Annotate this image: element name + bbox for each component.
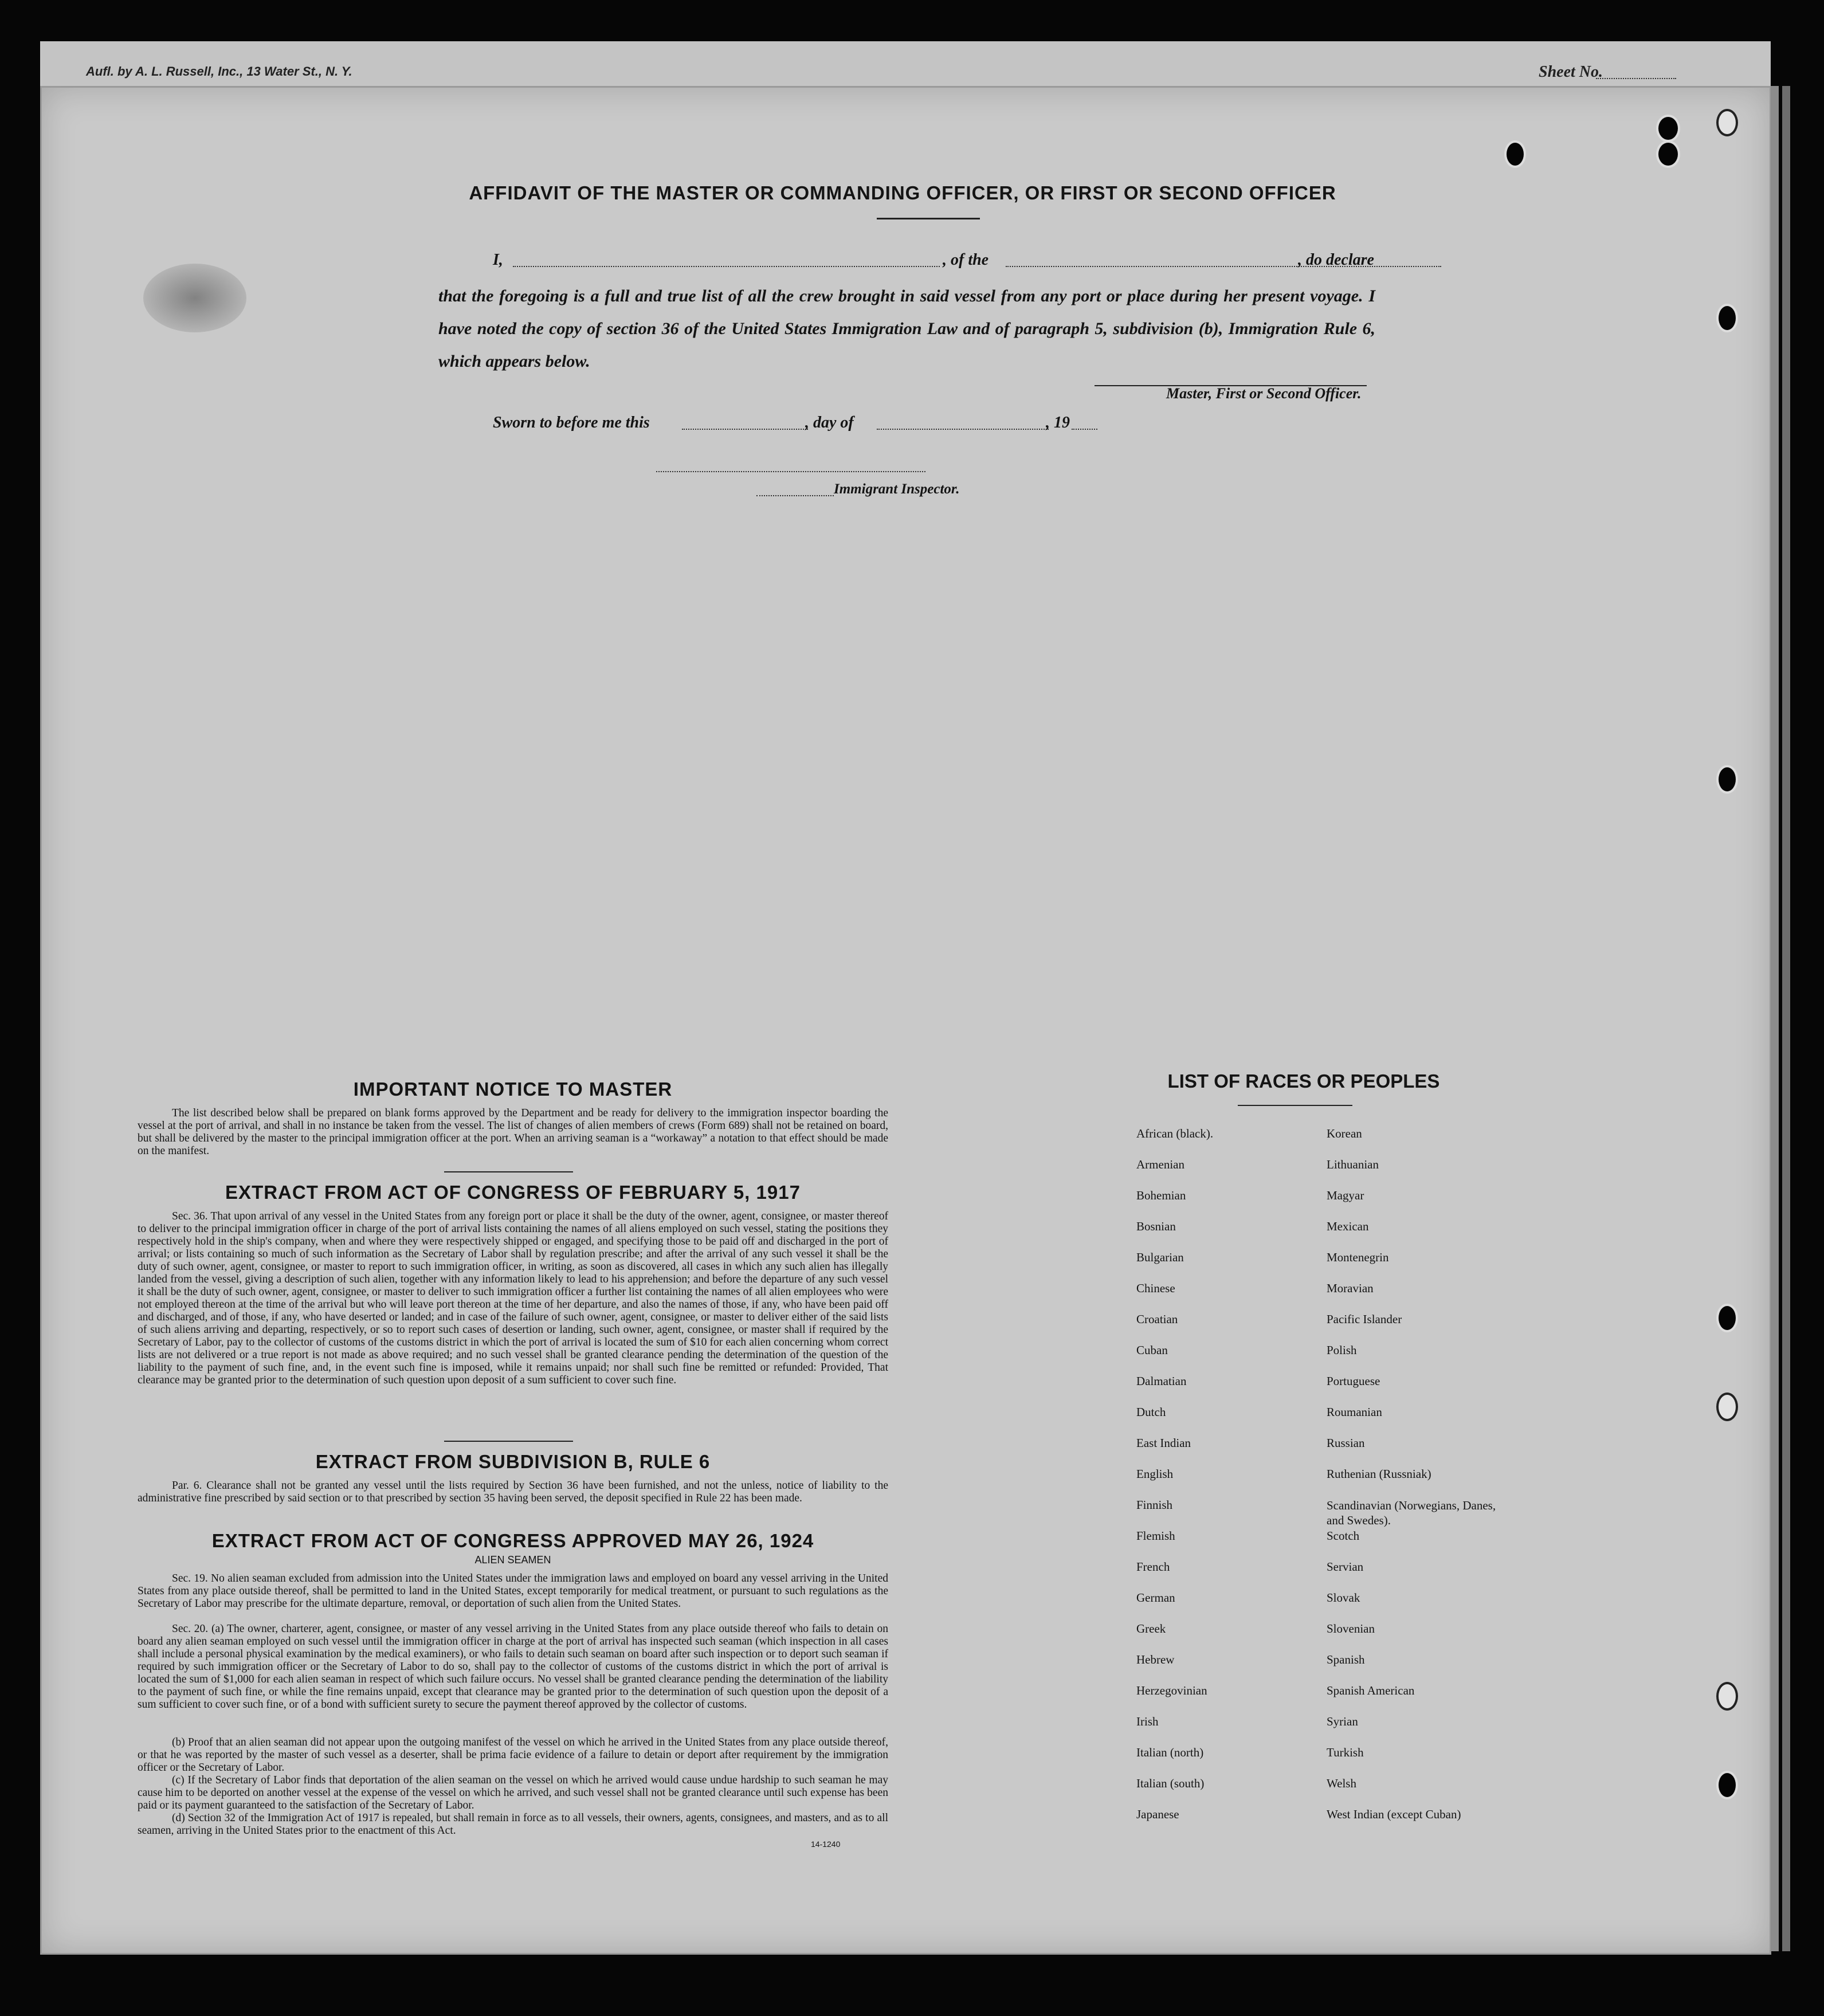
race-item: Ruthenian (Russniak) [1327, 1467, 1431, 1481]
race-item: English [1136, 1467, 1174, 1481]
binder-hole [1716, 765, 1738, 794]
affidavit-do-declare: , do declare [1298, 251, 1374, 269]
binder-hole [1716, 1682, 1738, 1711]
race-item: Moravian [1327, 1281, 1374, 1295]
notice-text: The list described below shall be prepared on blank forms approved by the Department and be ready for delivery to the immigration inspector boarding the vessel at the port of arrival, and shall in no instance be taken from the vessel. The list of changes of alien members of crews (Form 689) shall not be retained on board, but shall be delivered by the master to the principal immigration officer at the port. When an arriving seaman is a “workaway” a notation to that effect should be made on the manifest. [138, 1107, 888, 1157]
race-item: Polish [1327, 1343, 1357, 1357]
race-item: Servian [1327, 1560, 1364, 1574]
race-item: Finnish [1136, 1498, 1173, 1512]
race-item: Armenian [1136, 1158, 1184, 1171]
race-item: Dalmatian [1136, 1374, 1187, 1388]
affidavit-body: that the foregoing is a full and true list of all the crew brought in said vessel from any port or place during her present voyage. I have noted the copy of section 36 of the United States Immigration Law and of paragraph 5, subdivision (b), Immigration Rule 6, which appears below. [438, 287, 1375, 371]
vessel-line [1006, 266, 1441, 267]
sheet-number-line [1596, 78, 1676, 79]
race-item: African (black). [1136, 1127, 1214, 1140]
binder-hole [1716, 1771, 1738, 1799]
race-item: Mexican [1327, 1219, 1369, 1233]
binder-hole [1716, 1393, 1738, 1421]
section-rule [444, 1171, 573, 1172]
race-item: Russian [1327, 1436, 1365, 1450]
binder-hole [1716, 109, 1738, 136]
race-item: Scandinavian (Norwegians, Danes, and Swedes). [1327, 1499, 1496, 1527]
extract-1924-subtitle: ALIEN SEAMEN [474, 1554, 551, 1566]
inspector-signature-line [656, 471, 925, 472]
race-item: Flemish [1136, 1529, 1175, 1543]
extract-1924-sec20c: (c) If the Secretary of Labor finds that deportation of the alien seaman on the vessel on which he arrived would cause undue hardship to such seaman he may cause him to be deported on another vessel at the expense of the vessel on which he arrived, and such vessel shall not be granted clearance until such expense has been paid or its payment guaranteed to the satisfaction of the Secretary of Labor. [138, 1774, 888, 1811]
races-rule [1238, 1105, 1352, 1106]
race-item: Italian (south) [1136, 1776, 1205, 1790]
race-item: Bulgarian [1136, 1250, 1184, 1264]
races-title: LIST OF RACES OR PEOPLES [1167, 1070, 1440, 1092]
sheet-edge [1782, 86, 1790, 1951]
binder-hole [1716, 1304, 1738, 1332]
title-rule [877, 218, 980, 219]
race-item: Hebrew [1136, 1653, 1175, 1666]
race-item: Herzegovinian [1136, 1684, 1207, 1697]
race-item: Bohemian [1136, 1189, 1186, 1202]
sheet-edge [1771, 86, 1779, 1951]
race-item: French [1136, 1560, 1170, 1574]
stain [143, 264, 246, 332]
binder-hole [1656, 115, 1680, 142]
affidavit-of-the-label: , of the [943, 251, 989, 269]
race-item: Scotch [1327, 1529, 1360, 1543]
race-item: German [1136, 1591, 1175, 1605]
race-item: Slovak [1327, 1591, 1360, 1605]
extract-1924-title: EXTRACT FROM ACT OF CONGRESS APPROVED MAY 26, 1924 [211, 1530, 814, 1551]
affidavit-title: AFFIDAVIT OF THE MASTER OR COMMANDING OFFICER, OR FIRST OR SECOND OFFICER [469, 182, 1336, 203]
sworn-label: Sworn to before me this [493, 414, 650, 432]
year-label: , 19 [1046, 414, 1070, 432]
race-item: Irish [1136, 1715, 1159, 1728]
race-item: Dutch [1136, 1405, 1166, 1419]
race-item: Spanish American [1327, 1684, 1415, 1697]
name-line [513, 266, 940, 267]
race-item: Portuguese [1327, 1374, 1380, 1388]
subdivision-text: Par. 6. Clearance shall not be granted any vessel until the lists required by Section 36 have been furnished, and not the unless, notice of liability to the administrative fine prescribed by said section or to that prescribed by section 35 having been served, the deposit specified in Rule 22 has been made. [138, 1480, 888, 1504]
extract-1917-title: EXTRACT FROM ACT OF CONGRESS OF FEBRUARY 5, 1917 [225, 1182, 801, 1203]
extract-1924-sec19: Sec. 19. No alien seaman excluded from admission into the United States under the immigration laws and employed on board any vessel arriving in the United States from any place outside thereof, shall be permitted to land in the United States, except temporarily for medical treatment, or pursuant to such regulations as the Secretary of Labor may prescribe for the ultimate departure, removal, or deportation of such alien from the United States. [138, 1572, 888, 1610]
printer-imprint: Aufl. by A. L. Russell, Inc., 13 Water St., N. Y. [86, 64, 352, 79]
race-item: Greek [1136, 1622, 1166, 1635]
sworn-month-line [877, 429, 1049, 430]
sworn-day-line [682, 429, 808, 430]
race-item: Lithuanian [1327, 1158, 1379, 1171]
extract-1924-sec20d: (d) Section 32 of the Immigration Act of 1917 is repealed, but shall remain in force as to all vessels, their owners, agents, consignees, and masters, and as to all seamen, arriving in the United States prior to the enactment of this Act. [138, 1812, 888, 1837]
race-item: Chinese [1136, 1281, 1175, 1295]
extract-1924-sec20a: Sec. 20. (a) The owner, charterer, agent, consignee, or master of any vessel arriving in the United States from any place outside thereof who fails to detain on board any alien seaman employed on such vessel until the immigration officer in charge at the port of arrival has inspected such seaman (which inspection in all cases shall include a personal physical examination by the medical examiners), or who fails to detain such seaman on board after such inspection or to deport such seaman if required by such immigration officer or the Secretary of Labor to do so, shall pay to the collector of customs of the customs district in which the port of arrival is located the sum of $1,000 for each alien seaman in respect of which such failure occurs. No vessel shall be granted clearance pending the determination of the liability to the payment of such fine, or while the fine remains unpaid, except that clearance may be granted prior to the determination of such question upon the deposit of a sum sufficient to cover such fine, or of a bond with sufficient surety to secure the payment thereof approved by the collector of customs. [138, 1623, 888, 1711]
race-item: Korean [1327, 1127, 1362, 1140]
race-item: Spanish [1327, 1653, 1365, 1666]
section-rule [444, 1441, 573, 1442]
race-item: Turkish [1327, 1746, 1364, 1759]
race-item: West Indian (except Cuban) [1327, 1807, 1461, 1821]
race-item: Roumanian [1327, 1405, 1382, 1419]
race-item: Magyar [1327, 1189, 1364, 1202]
race-item: Pacific Islander [1327, 1312, 1402, 1326]
extract-1924-sec20b: (b) Proof that an alien seaman did not appear upon the outgoing manifest of the vessel on which he arrived in the United States from any place outside thereof, or that he was reported by the master of such vessel as a deserter, shall be prima facie evidence of a failure to detain or deport after requirement by the immigration officer or the Secretary of Labor. [138, 1736, 888, 1774]
extract-1917-text: Sec. 36. That upon arrival of any vessel in the United States from any foreign port or place it shall be the duty of the owner, agent, consignee, or master thereof to deliver to the principal immigration officer in charge of the port of arrival lists containing the names of all aliens employed on such vessel, stating the positions they respectively hold in the ship's company, when and where they were respectively shipped or engaged, and specifying those to be paid off and discharged in the port of arrival; or lists containing so much of such information as the Secretary of Labor shall by regulation prescribe; and after the arrival of any such vessel it shall be the duty of such owner, agent, consignee, or master to report to such immigration officer, in writing, as soon as discovered, all cases in which any such alien has illegally landed from the vessel, giving a description of such alien, together with any information likely to lead to his apprehension; and before the departure of any such vessel it shall be the duty of such owner, agent, consignee, or master to deliver to such immigration officer a further list containing the names of all alien employees who were not employed thereon at the time of the arrival but who will leave port thereon at the time of her departure, and also the names of those, if any, who have been paid off and discharged, and of those, if any, who have deserted or landed; and in case of the failure of such owner, agent, consignee, or master to deliver either of the said lists of such aliens arriving and departing, respectively, or so to report such cases of desertion or landing, such owner, agent, consignee, or master shall if required by the Secretary of Labor, pay to the collector of customs of the customs district in which the port of arrival is located the sum of $10 for each alien concerning whom correct lists are not delivered or a true report is not made as above required; and no such vessel shall be granted clearance pending the determination of the question of the liability to the payment of such fine, and, in the event such fine is imposed, while it remains unpaid; nor shall such fine be remitted or refunded: Provided, That clearance may be granted prior to the determination of such question upon deposit of a sum sufficient to cover such fine. [138, 1210, 888, 1386]
race-item: Croatian [1136, 1312, 1178, 1326]
race-item: Bosnian [1136, 1219, 1176, 1233]
form-number: 14-1240 [811, 1839, 841, 1849]
subdivision-title: EXTRACT FROM SUBDIVISION B, RULE 6 [315, 1451, 711, 1472]
top-strip [40, 41, 1771, 86]
binder-hole [1656, 140, 1680, 168]
sheet-number-label: Sheet No. [1539, 63, 1603, 81]
inspector-label: Immigrant Inspector. [834, 481, 960, 497]
master-label: Master, First or Second Officer. [1166, 385, 1362, 402]
binder-hole [1504, 140, 1526, 168]
affidavit-i-label: I, [493, 251, 503, 269]
race-item: Italian (north) [1136, 1746, 1204, 1759]
notice-title: IMPORTANT NOTICE TO MASTER [353, 1078, 673, 1100]
day-of-label: , day of [805, 414, 854, 432]
race-item: Cuban [1136, 1343, 1168, 1357]
race-item: Syrian [1327, 1715, 1358, 1728]
race-item: East Indian [1136, 1436, 1191, 1450]
race-item: Welsh [1327, 1776, 1356, 1790]
race-item: Slovenian [1327, 1622, 1375, 1635]
year-line [1072, 429, 1097, 430]
binder-hole [1716, 304, 1738, 332]
race-item: Japanese [1136, 1807, 1179, 1821]
race-item: Montenegrin [1327, 1250, 1389, 1264]
inspector-line [756, 495, 834, 496]
